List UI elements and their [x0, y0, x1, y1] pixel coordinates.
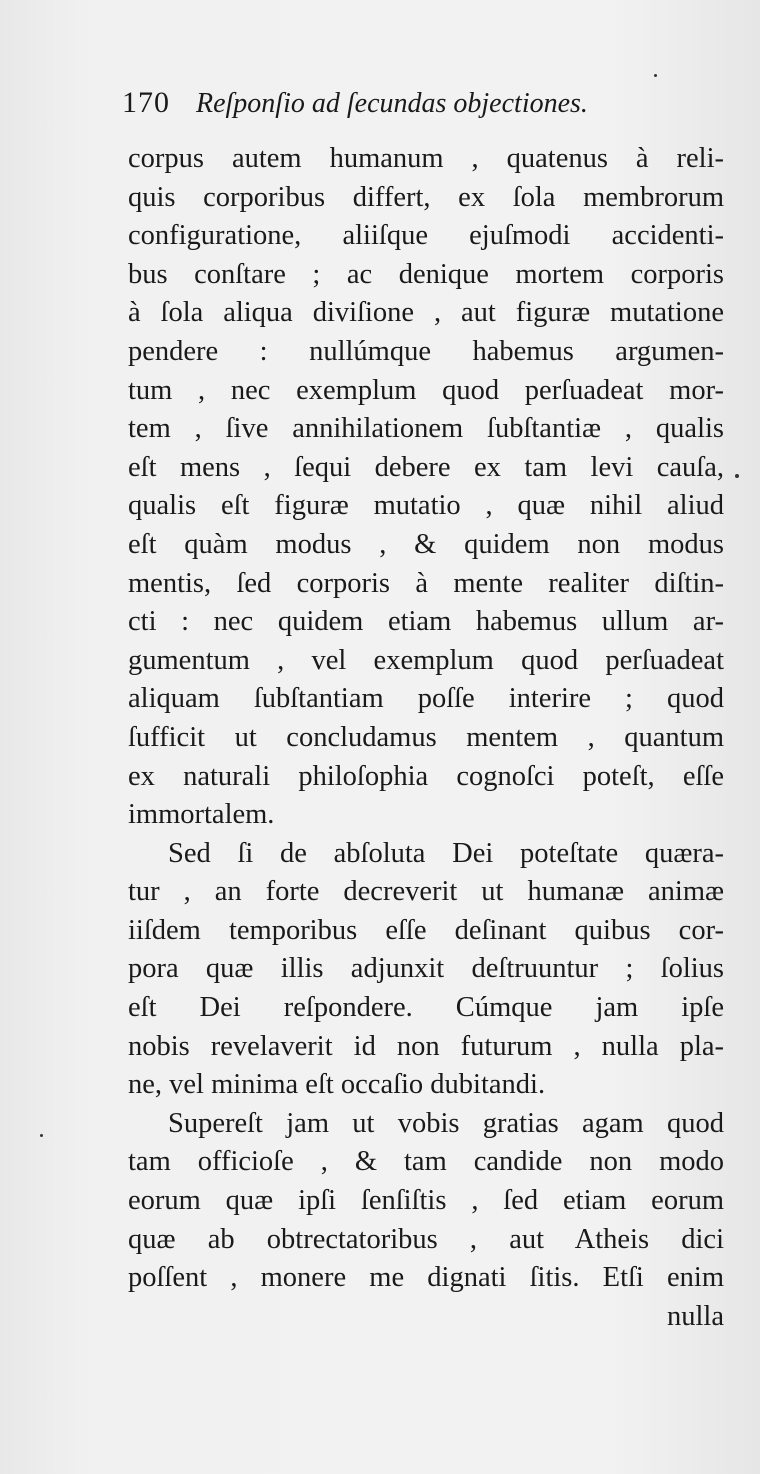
running-title: Reſponſio ad ſecundas objectiones.	[196, 88, 588, 119]
text-line: eſt Dei reſpondere. Cúmque jam ipſe	[128, 992, 724, 1024]
text-line: tum , nec exemplum quod perſuadeat mor-	[128, 374, 724, 406]
text-line: ſufficit ut concludamus mentem , quantum	[128, 721, 724, 753]
ink-speck	[735, 474, 739, 478]
text-line: tur , an forte decreverit ut humanæ animæ	[128, 876, 724, 908]
text-line: pendere : nullúmque habemus argumen-	[128, 335, 724, 367]
text-line: poſſent , monere me dignati ſitis. Etſi enim	[128, 1262, 724, 1294]
text-line: ne, vel minima eſt occaſio dubitandi.	[128, 1069, 546, 1101]
text-line: gumentum , vel exemplum quod perſuadeat	[128, 644, 724, 676]
text-line: nobis revelaverit id non futurum , nulla pla-	[128, 1030, 724, 1062]
text-line: eorum quæ ipſi ſenſiſtis , ſed etiam eorum	[128, 1185, 724, 1217]
text-line: corpus autem humanum , quatenus à reli-	[128, 143, 724, 174]
page-header	[122, 86, 642, 130]
text-line: ex naturali philoſophia cognoſci poteſt, eſſe	[128, 760, 724, 792]
text-line: à ſola aliqua diviſione , aut figuræ mutatione	[128, 297, 724, 329]
paragraph-1	[128, 140, 724, 835]
text-line: iiſdem temporibus eſſe deſinant quibus cor-	[128, 914, 724, 946]
text-line: mentis, ſed corporis à mente realiter diſtin-	[128, 567, 724, 599]
text-line: eſt mens , ſequi debere ex tam levi cauſa,	[128, 451, 724, 483]
ink-speck	[654, 74, 657, 77]
catchword: nulla	[667, 1300, 724, 1332]
text-line: quæ ab obtrectatoribus , aut Atheis dici	[128, 1223, 724, 1255]
ink-speck	[40, 1134, 43, 1137]
paragraph-3	[128, 1105, 724, 1298]
page-body	[128, 140, 724, 1336]
text-line: Sed ſi de abſoluta Dei poteſtate quæra-	[168, 837, 724, 869]
text-line: configuratione, aliiſque ejuſmodi accidenti-	[128, 220, 724, 252]
text-line: aliquam ſubſtantiam poſſe interire ; quod	[128, 683, 724, 715]
paragraph-2	[128, 835, 724, 1105]
text-line: bus conſtare ; ac denique mortem corporis	[128, 258, 724, 290]
text-line: immortalem.	[128, 799, 275, 831]
text-line: tem , ſive annihilationem ſubſtantiæ , qualis	[128, 413, 724, 445]
text-line: quis corporibus differt, ex ſola membrorum	[128, 181, 724, 213]
page-number: 170	[122, 86, 170, 119]
text-line: pora quæ illis adjunxit deſtruuntur ; ſolius	[128, 953, 724, 985]
text-line: qualis eſt figuræ mutatio , quæ nihil aliud	[128, 490, 724, 522]
text-line: tam officioſe , & tam candide non modo	[128, 1146, 724, 1178]
text-line: cti : nec quidem etiam habemus ullum ar-	[128, 606, 724, 638]
text-line: Supereſt jam ut vobis gratias agam quod	[168, 1107, 724, 1139]
text-line: eſt quàm modus , & quidem non modus	[128, 528, 724, 560]
